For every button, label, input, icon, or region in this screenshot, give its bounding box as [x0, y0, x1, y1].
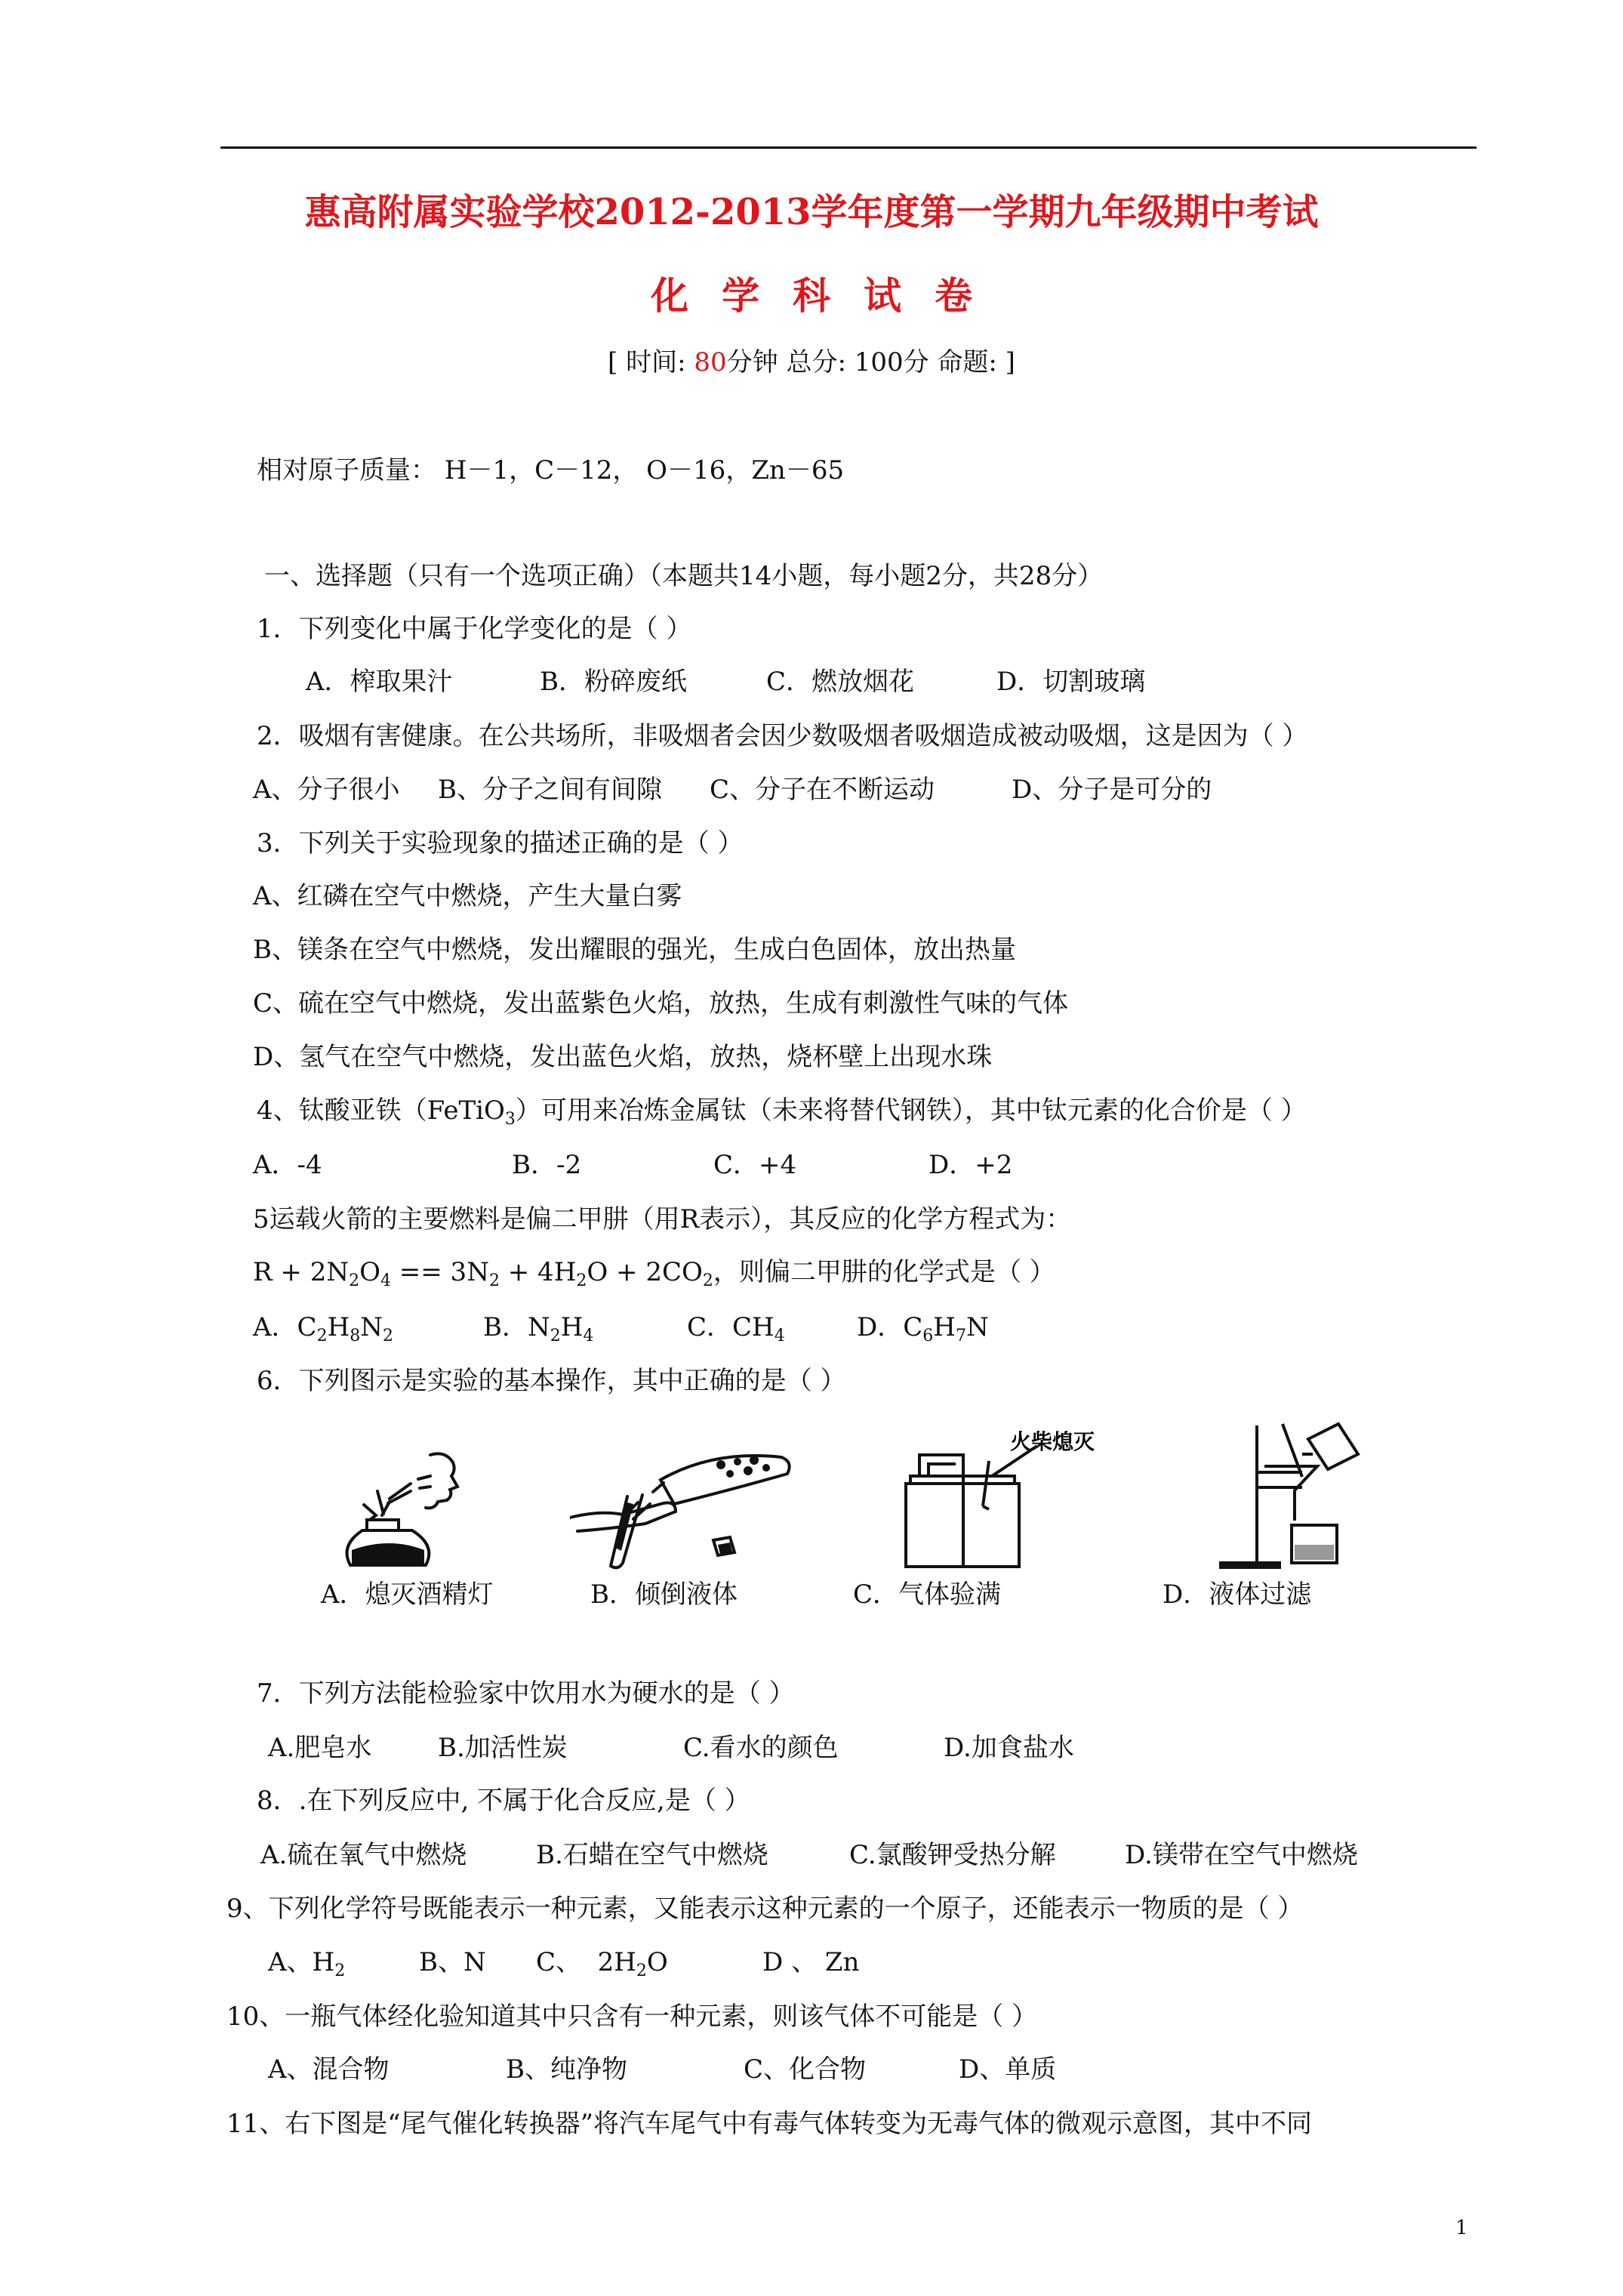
question-8-stem: 8．.在下列反应中, 不属于化合反应,是（ ）: [257, 1786, 750, 1816]
question-11-stem: 11、右下图是“尾气催化转换器”将汽车尾气中有毒气体转变为无毒气体的微观示意图，其中不同: [226, 2109, 1313, 2139]
question-5-equation: $R + 2N_2O_4 == 3N_2 + 4H_2O + 2CO_2$，则偏二甲肼的化学式是（ ）: [253, 1257, 1055, 1290]
question-3-option-b: B、镁条在空气中燃烧，发出耀眼的强光，生成白色固体，放出热量: [253, 935, 1016, 965]
question-1-option-c: C．燃放烟花: [766, 667, 915, 697]
question-2-stem: 2．吸烟有害健康。在公共场所，非吸烟者会因少数吸烟者吸烟造成被动吸烟，这是因为（ ）: [257, 721, 1308, 751]
equation-end: ，则偏二甲肼的化学式是（ ）: [713, 1257, 1055, 1287]
page-number: 1: [1455, 2217, 1468, 2239]
q4-stem-sub: 3: [504, 1110, 516, 1129]
question-9-option-b: B、N: [419, 1947, 486, 1977]
question-4-option-b: B．-2: [512, 1150, 582, 1180]
question-10-option-d: D、单质: [959, 2054, 1057, 2085]
figure-gas-check: [891, 1431, 1140, 1574]
question-2-option-b: B、分子之间有间隙: [438, 775, 662, 805]
info-time: 80: [694, 347, 727, 378]
section-heading: 一、选择题（只有一个选项正确）（本题共14小题，每小题2分，共28分）: [264, 561, 1104, 591]
figure-filtration: [1219, 1419, 1363, 1570]
info-prefix: [ 时间:: [608, 347, 694, 378]
question-8-option-d: D.镁带在空气中燃烧: [1125, 1840, 1358, 1870]
question-8-option-c: C.氯酸钾受热分解: [849, 1840, 1056, 1870]
question-1-stem: 1．下列变化中属于化学变化的是（ ）: [257, 614, 692, 644]
question-1-option-b: B．粉碎废纸: [540, 667, 687, 697]
question-3-option-d: D、氢气在空气中燃烧，发出蓝色火焰，放热，烧杯壁上出现水珠: [253, 1042, 993, 1072]
atomic-mass-line: 相对原子质量： H－1，C－12， O－16，Zn－65: [257, 455, 845, 485]
question-5-option-b: B．$N_2H_4$: [483, 1312, 594, 1345]
q4-stem-pre: 4、钛酸亚铁（FeTiO: [257, 1096, 505, 1126]
question-5-stem: 5运载火箭的主要燃料是偏二甲肼（用R表示），其反应的化学方程式为：: [253, 1204, 1072, 1234]
question-10-option-a: A、混合物: [268, 2054, 390, 2085]
header-rule: [220, 146, 1477, 149]
question-7-option-c: C.看水的颜色: [683, 1733, 839, 1763]
question-4-stem: [257, 1093, 1307, 1137]
question-7-option-b: B.加活性炭: [438, 1733, 568, 1763]
question-4-option-c: C．+4: [713, 1150, 797, 1180]
question-7-option-d: D.加食盐水: [944, 1733, 1074, 1763]
figure-alcohol-lamp: [317, 1438, 468, 1574]
question-1-option-d: D．切割玻璃: [996, 667, 1146, 697]
question-3-option-c: C、硫在空气中燃烧，发出蓝紫色火焰，放热，生成有刺激性气味的气体: [253, 988, 1069, 1019]
question-2-option-c: C、分子在不断运动: [710, 775, 935, 805]
question-3-stem: 3．下列关于实验现象的描述正确的是（ ）: [257, 828, 744, 858]
figure-pouring-liquid: [570, 1435, 812, 1570]
question-6-option-a: A．熄灭酒精灯: [321, 1579, 494, 1610]
equation-start: R + 2N: [253, 1257, 350, 1287]
question-8-option-a: A.硫在氧气中燃烧: [260, 1840, 467, 1870]
question-2-option-a: A、分子很小: [253, 775, 400, 805]
exam-subtitle: 化学科试卷: [651, 273, 1006, 318]
figure-c-label: 火柴熄灭: [1010, 1431, 1095, 1454]
question-9-stem: 9、下列化学符号既能表示一种元素，又能表示这种元素的一个原子，还能表示一物质的是（ ）: [226, 1894, 1304, 1924]
question-4-option-d: D．+2: [929, 1150, 1013, 1180]
question-10-option-b: B、纯净物: [506, 2054, 627, 2085]
info-suffix: 分钟 总分: 100分 命题: ]: [726, 347, 1015, 378]
question-5-option-c: C．$CH_4$: [687, 1312, 785, 1345]
question-7-option-a: A.肥皂水: [268, 1733, 372, 1763]
question-2-option-d: D、分子是可分的: [1012, 775, 1212, 805]
question-9-option-c: C、 $2H_2O$: [536, 1947, 668, 1980]
question-6-option-d: D．液体过滤: [1163, 1579, 1312, 1610]
question-10-option-c: C、化合物: [744, 2054, 867, 2085]
question-1-option-a: A．榨取果汁: [306, 667, 453, 697]
question-7-stem: 7．下列方法能检验家中饮用水为硬水的是（ ）: [257, 1678, 795, 1709]
question-8-option-b: B.石蜡在空气中燃烧: [536, 1840, 768, 1870]
exam-info: [0, 341, 1623, 378]
question-10-stem: 10、一瓶气体经化验知道其中只含有一种元素，则该气体不可能是（ ）: [226, 2002, 1038, 2032]
question-9-option-a: A、$H_2$: [268, 1947, 346, 1980]
question-6-option-c: C．气体验满: [853, 1579, 1002, 1610]
question-5-option-d: D．$C_6H_7N$: [857, 1312, 989, 1345]
q4-stem-post: ）可用来冶炼金属钛（未来将替代钢铁），其中钛元素的化合价是（ ）: [515, 1096, 1307, 1126]
question-6-stem: 6．下列图示是实验的基本操作，其中正确的是（ ）: [257, 1366, 846, 1396]
question-6-option-b: B．倾倒液体: [590, 1579, 738, 1610]
question-4-option-a: A．-4: [253, 1150, 322, 1180]
question-3-option-a: A、红磷在空气中燃烧，产生大量白雾: [253, 881, 682, 911]
question-9-option-d: D 、 Zn: [762, 1947, 860, 1977]
question-5-option-a: A．$C_2H_8N_2$: [253, 1312, 393, 1345]
exam-title: 惠高附属实验学校2012-2013学年度第一学期九年级期中考试: [304, 191, 1319, 233]
